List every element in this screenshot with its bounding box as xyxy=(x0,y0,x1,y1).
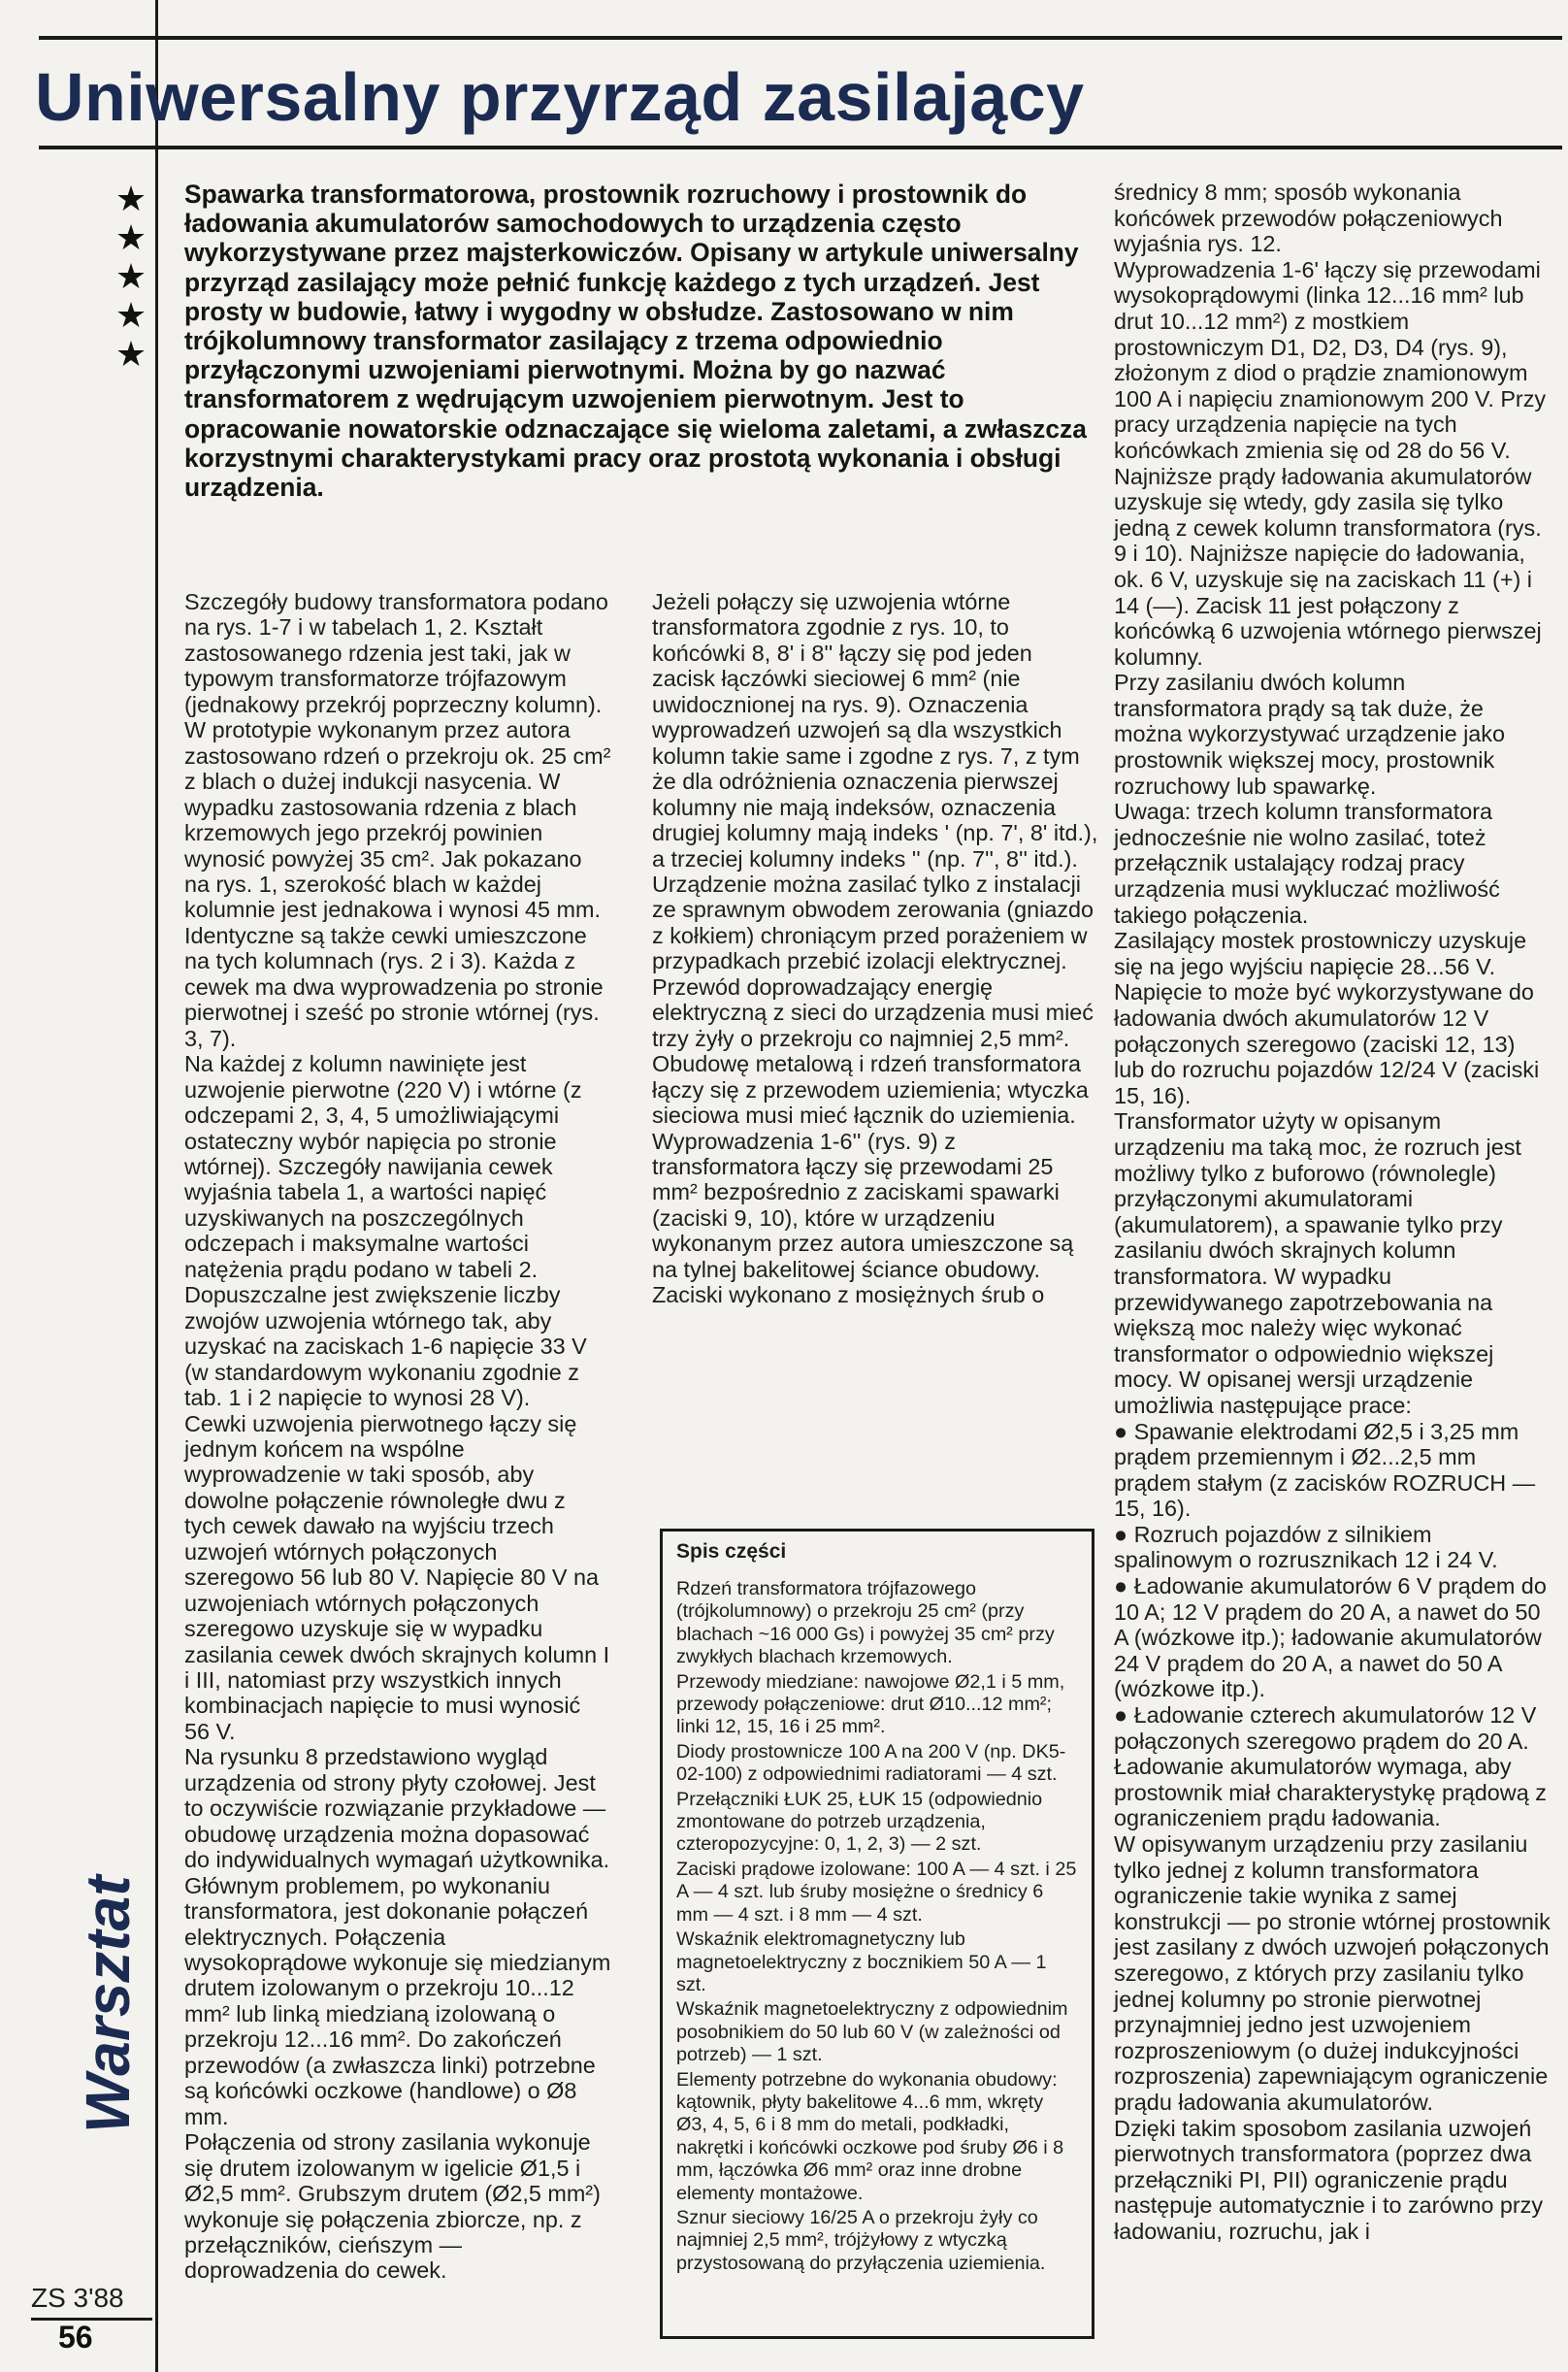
parts-list-item: Przewody miedziane: nawojowe Ø2,1 i 5 mm, przewody połączeniowe: drut Ø10...12 mm²; linki 12, 15, 16 i 25 mm². xyxy=(676,1670,1065,1738)
parts-list-item: Diody prostownicze 100 A na 200 V (np. DK5-02-100) z odpowiednimi radiatorami — 4 szt. xyxy=(676,1740,1066,1786)
star-icon: ★ xyxy=(114,256,147,296)
text-column-1 xyxy=(184,589,611,2284)
rating-stars xyxy=(112,180,150,374)
paragraph: Wyprowadzenia 1-6' łączy się przewodami wysokoprądowymi (linka 12...16 mm² lub drut 10...12 mm²) z mostkiem prostowniczym D1, D2, D3, D4 (rys. 9), złożonym z diod o prądzie znamionowym 100 A i napięciu znamionowym 200 V. Przy pracy urządzenia napięcie na tych końcówkach zmienia się od 28 do 56 V. Najniższe prądy ładowania akumulatorów uzyskuje się wtedy, gdy zasila się tylko jedną z cewek kolumn transformatora (rys. 9 i 10). Najniższe napięcie do ładowania, ok. 6 V, uzyskuje się na zaciskach 11 (+) i 14 (—). Zacisk 11 jest połączony z końcówką 6 uzwojenia wtórnego pierwszej kolumny. xyxy=(1114,256,1547,670)
parts-list-item: Elementy potrzebne do wykonania obudowy: kątownik, płyty bakelitowe 4...6 mm, wkręty Ø3, 4, 5, 6 i 8 mm do metali, podkładki, nakrętki i końcówki oczkowe pod śruby Ø6 i 8 mm, łączówka Ø6 mm² oraz inne drobne elementy montażowe. xyxy=(676,2068,1064,2204)
section-label-text: Warsztat xyxy=(73,1875,143,2133)
paragraph: Transformator użyty w opisanym urządzeniu ma taką moc, że rozruch jest możliwy tylko z buforowo (równolegle) przyłączonymi akumulatorami (akumulatorem), a spawanie tylko przy zasilaniu dwóch skrajnych kolumn transformatora. W wypadku przewidywanego zapotrzebowania na większą moc należy więc wykonać transformator o odpowiednio większej mocy. W opisanej wersji urządzenie umożliwia następujące prace: xyxy=(1114,1108,1521,1418)
parts-list xyxy=(676,1578,1078,2275)
paragraph: W opisywanym urządzeniu przy zasilaniu tylko jednej z kolumn transformatora ograniczenie takie wynika z samej konstrukcji — po stronie wtórnej prostownik jest zasilany z dwóch uzwojeń połączonych szeregowo, z których przy zasilaniu tylko jednej kolumny po stronie pierwotnej przynajmniej jedno jest uzwojeniem rozproszeniowym (o dużej indukcyjności rozproszenia) zapewniającym ograniczenie prądu ładowania akumulatorów. xyxy=(1114,1831,1551,2115)
star-icon: ★ xyxy=(114,179,147,218)
article-lead: Spawarka transformatorowa, prostownik rozruchowy i prostownik do ładowania akumulatorów samochodowych to urządzenia często wykorzystywane przez majsterkowiczów. Opisany w artykule uniwersalny przyrząd zasilający może pełnić funkcję każdego z tych urządzeń. Jest prosty w budowie, łatwy i wygodny w obsłudze. Zastosowano w nim trójkolumnowy transformator zasilający z trzema odpowiednio przyłączonymi uzwojeniami pierwotnymi. Można by go nazwać transformatorem z wędrującym uzwojeniem pierwotnym. Jest to opracowanie nowatorskie odznaczające się wieloma zaletami, a zwłaszcza korzystnymi charakterystykami pracy oraz prostotą wykonania i obsługi urządzenia. xyxy=(184,180,1087,503)
paragraph: Zasilający mostek prostowniczy uzyskuje się na jego wyjściu napięcie 28...56 V. Napięcie to może być wykorzystywane do ładowania dwóch akumulatorów 12 V połączonych szeregowo (zaciski 12, 13) lub do rozruchu pojazdów 12/24 V (zaciski 15, 16). xyxy=(1114,928,1540,1108)
star-icon: ★ xyxy=(114,295,147,335)
parts-list-item: Wskaźnik elektromagnetyczny lub magnetoelektryczny z bocznikiem 50 A — 1 szt. xyxy=(676,1928,1047,1995)
text-column-3 xyxy=(1114,180,1551,2245)
paragraph: Na każdej z kolumn nawinięte jest uzwojenie pierwotne (220 V) i wtórne (z odczepami 2, 3, 4, 5 umożliwiającymi ostateczny wybór napięcia po stronie wtórnej). Szczegóły nawijania cewek wyjaśnia tabela 1, a wartości napięć uzyskiwanych na poszczególnych odczepach i maksymalne wartości natężenia prądu podano w tabeli 2. Dopuszczalne jest zwiększenie liczby zwojów uzwojenia wtórnego tak, aby uzyskać na zaciskach 1-6 napięcie 33 V (w standardowym wykonaniu zgodnie z tab. 1 i 2 napięcie to wynosi 28 V). xyxy=(184,1051,587,1411)
bullet-item: ● Spawanie elektrodami Ø2,5 i 3,25 mm prądem przemiennym i Ø2...2,5 mm prądem stałym (z zacisków ROZRUCH — 15, 16). xyxy=(1114,1419,1551,1522)
paragraph: Szczegóły budowy transformatora podano na rys. 1-7 i w tabelach 1, 2. Kształt zastosowanego rdzenia jest taki, jak w typowym transformatorze trójfazowym (jednakowy przekrój poprzeczny kolumn). W prototypie wykonanym przez autora zastosowano rdzeń o przekroju ok. 25 cm² z blach o dużej indukcji nasycenia. W wypadku zastosowania rdzenia z blach krzemowych jego przekrój powinien wynosić powyżej 35 cm². Jak pokazano na rys. 1, szerokość blach w każdej kolumnie jest jednakowa i wynosi 45 mm. Identyczne są także cewki umieszczone na tych kolumnach (rys. 2 i 3). Każda z cewek ma dwa wyprowadzenia po stronie pierwotnej i sześć po stronie wtórnej (rys. 3, 7). xyxy=(184,589,611,1051)
text-column-2 xyxy=(652,589,1098,1308)
parts-list-item: Sznur sieciowy 16/25 A o przekroju żyły co najmniej 2,5 mm², trójżyłowy z wtyczką przystosowaną do przyłączenia uziemienia. xyxy=(676,2206,1046,2274)
paragraph: Na rysunku 8 przedstawiono wygląd urządzenia od strony płyty czołowej. Jest to oczywiście rozwiązanie przykładowe — obudowę urządzenia można dopasować do indywidualnych wymagań użytkownika. xyxy=(184,1744,610,1873)
article-title: Uniwersalny przyrząd zasilający xyxy=(35,59,1085,135)
paragraph: Jeżeli połączy się uzwojenia wtórne transformatora zgodnie z rys. 10, to końcówki 8, 8' i 8'' łączy się pod jeden zacisk łączówki sieciowej 6 mm² (nie uwidocznionej na rys. 9). Oznaczenia wyprowadzeń uzwojeń są dla wszystkich kolumn takie same i zgodne z rys. 7, z tym że dla odróżnienia oznaczenia pierwszej kolumny nie mają indeksów, oznaczenia drugiej kolumny mają indeks ' (np. 7', 8' itd.), a trzeciej kolumny indeks '' (np. 7'', 8'' itd.). xyxy=(652,589,1098,872)
top-rule xyxy=(39,36,1562,40)
bullet-item: ● Rozruch pojazdów z silnikiem spalinowym o rozrusznikach 12 i 24 V. xyxy=(1114,1522,1551,1573)
paragraph: Głównym problemem, po wykonaniu transformatora, jest dokonanie połączeń elektrycznych. Połączenia wysokoprądowe wykonuje się miedzianym drutem izolowanym o przekroju 10...12 mm² lub linką miedzianą izolowaną o przekroju 12...16 mm². Do zakończeń przewodów (a zwłaszcza linki) potrzebne są końcówki oczkowe (handlowe) o Ø8 mm. xyxy=(184,1872,611,2129)
issue-label: ZS 3'88 xyxy=(31,2283,124,2313)
parts-list-item: Rdzeń transformatora trójfazowego (trójkolumnowy) o przekroju 25 cm² (przy blachach ~16 000 Gs) i powyżej 35 cm² przy zwykłych blachach krzemowych. xyxy=(676,1578,1055,1668)
parts-list-item: Zaciski prądowe izolowane: 100 A — 4 szt. i 25 A — 4 szt. lub śruby mosiężne o średnicy 6 mm — 4 szt. i 8 mm — 4 szt. xyxy=(676,1858,1077,1926)
parts-list-box xyxy=(660,1529,1094,2339)
parts-list-title: Spis części xyxy=(676,1540,787,1563)
title-rule xyxy=(39,146,1562,149)
paragraph: Dzięki takim sposobom zasilania uzwojeń pierwotnych transformatora (poprzez dwa przełączniki PI, PII) ograniczenie prądu następuje automatycznie i to zarówno przy ładowaniu, rozruchu, jak i xyxy=(1114,2115,1544,2244)
bullet-item: ● Ładowanie czterech akumulatorów 12 V połączonych szeregowo prądem do 20 A. xyxy=(1114,1702,1551,1754)
parts-list-item: Przełączniki ŁUK 25, ŁUK 15 (odpowiednio zmontowane do potrzeb urządzenia, czteropozycyjne: 0, 1, 2, 3) — 2 szt. xyxy=(676,1788,1043,1856)
bullet-item: ● Ładowanie akumulatorów 6 V prądem do 10 A; 12 V prądem do 20 A, a nawet do 50 A (wózkowe itp.); ładowanie akumulatorów 24 V prądem do 20 A, a nawet do 50 A (wózkowe itp.). xyxy=(1114,1573,1551,1702)
paragraph: Urządzenie można zasilać tylko z instalacji ze sprawnym obwodem zerowania (gniazdo z kołkiem) chroniącym przed porażeniem w przypadkach przebić izolacji elektrycznej. Przewód doprowadzający energię elektryczną z sieci do urządzenia musi mieć trzy żyły o przekroju co najmniej 2,5 mm². Obudowę metalową i rdzeń transformatora łączy się z przewodem uziemienia; wtyczka sieciowa musi mieć łącznik do uziemienia. xyxy=(652,871,1094,1129)
section-label xyxy=(64,1803,143,2133)
paragraph: Uwaga: trzech kolumn transformatora jednocześnie nie wolno zasilać, toteż przełącznik ustalający rodzaj pracy urządzenia musi wykluczać możliwość takiego połączenia. xyxy=(1114,799,1500,928)
paragraph: Przy zasilaniu dwóch kolumn transformatora prądy są tak duże, że można wykorzystywać urządzenie jako prostownik większej mocy, prostownik rozruchowy lub spawarkę. xyxy=(1114,670,1505,799)
paragraph: średnicy 8 mm; sposób wykonania końcówek przewodów połączeniowych wyjaśnia rys. 12. xyxy=(1114,180,1503,257)
star-icon: ★ xyxy=(114,217,147,257)
paragraph: Cewki uzwojenia pierwotnego łączy się jednym końcem na wspólne wyprowadzenie w taki sposób, aby dowolne połączenie równoległe dwu z tych cewek dawało na wyjściu trzech uzwojeń wtórnych połączonych szeregowo 56 lub 80 V. Napięcie 80 V na uzwojeniach wtórnych połączonych szeregowo uzyskuje się w wypadku zasilania cewek dwóch skrajnych kolumn I i III, natomiast przy wszystkich innych kombinacjach napięcie to musi wynosić 56 V. xyxy=(184,1410,610,1744)
parts-list-item: Wskaźnik magnetoelektryczny z odpowiednim posobnikiem do 50 lub 60 V (w zależności od potrzeb) — 1 szt. xyxy=(676,1998,1068,2066)
star-icon: ★ xyxy=(114,334,147,374)
margin-line xyxy=(155,0,158,2372)
page-number: 56 xyxy=(58,2320,93,2355)
paragraph: Połączenia od strony zasilania wykonuje się drutem izolowanym w igelicie Ø1,5 i Ø2,5 mm². Grubszym drutem (Ø2,5 mm²) wykonuje się połączenia zbiorcze, np. z przełączników, cieńszym — doprowadzenia do cewek. xyxy=(184,2129,601,2284)
paragraph: Ładowanie akumulatorów wymaga, aby prostownik miał charakterystykę prądową z ograniczeniem prądu ładowania. xyxy=(1114,1754,1547,1831)
paragraph: Wyprowadzenia 1-6'' (rys. 9) z transformatora łączy się przewodami 25 mm² bezpośrednio z zaciskami spawarki (zaciski 9, 10), które w urządzeniu wykonanym przez autora umieszczone są na tylnej bakelitowej ściance obudowy. Zaciski wykonano z mosiężnych śrub o xyxy=(652,1128,1074,1308)
